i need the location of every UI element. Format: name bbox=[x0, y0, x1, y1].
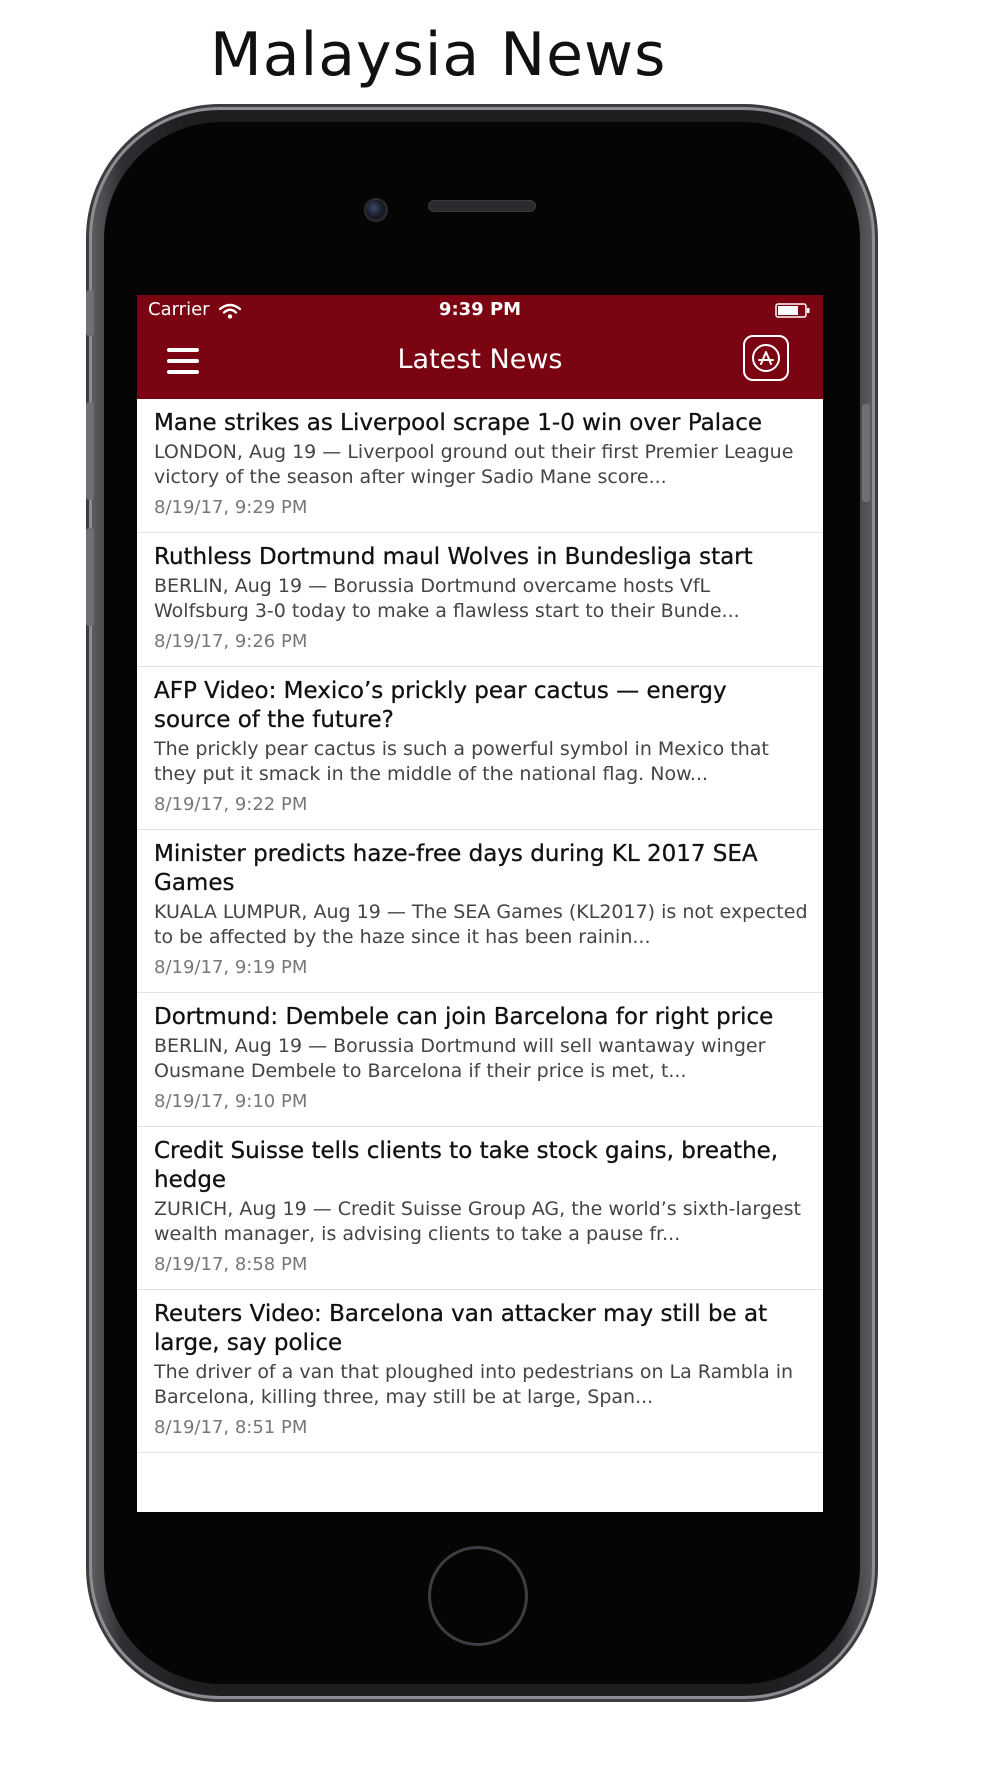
phone-screen bbox=[137, 295, 823, 1512]
status-bar bbox=[137, 295, 823, 325]
news-summary: BERLIN, Aug 19 — Borussia Dortmund will sell wantaway winger Ousmane Dembele to Barcelona if their price is met, t... bbox=[154, 1035, 766, 1082]
news-item[interactable] bbox=[137, 399, 823, 533]
news-item[interactable] bbox=[137, 1127, 823, 1290]
news-headline: Credit Suisse tells clients to take stock gains, breathe, hedge bbox=[154, 1138, 779, 1193]
volume-down-button bbox=[86, 528, 94, 626]
status-time: 9:39 PM bbox=[438, 299, 522, 320]
news-date: 8/19/17, 8:51 PM bbox=[154, 1417, 308, 1438]
news-item[interactable] bbox=[137, 1290, 823, 1453]
news-date: 8/19/17, 8:58 PM bbox=[154, 1254, 308, 1275]
news-date: 8/19/17, 9:22 PM bbox=[154, 794, 308, 815]
news-date: 8/19/17, 9:10 PM bbox=[154, 1091, 308, 1112]
news-date: 8/19/17, 9:19 PM bbox=[154, 957, 308, 978]
news-date: 8/19/17, 9:26 PM bbox=[154, 631, 308, 652]
news-headline: AFP Video: Mexico’s prickly pear cactus — energy source of the future? bbox=[154, 678, 727, 733]
news-item[interactable] bbox=[137, 533, 823, 667]
page-title: Malaysia News bbox=[210, 20, 667, 90]
news-summary: The prickly pear cactus is such a powerful symbol in Mexico that they put it smack in the middle of the national flag. Now... bbox=[154, 738, 769, 785]
news-list bbox=[137, 399, 823, 1453]
app-store-icon[interactable] bbox=[743, 335, 789, 381]
front-camera bbox=[364, 198, 388, 222]
news-item[interactable] bbox=[137, 993, 823, 1127]
news-item[interactable] bbox=[137, 667, 823, 830]
news-summary: LONDON, Aug 19 — Liverpool ground out their first Premier League victory of the season after winger Sadio Mane score... bbox=[154, 441, 794, 488]
nav-bar bbox=[137, 325, 823, 399]
carrier-label: Carrier bbox=[148, 299, 210, 320]
news-headline: Mane strikes as Liverpool scrape 1-0 win over Palace bbox=[154, 410, 763, 436]
news-headline: Dortmund: Dembele can join Barcelona for right price bbox=[154, 1004, 774, 1030]
news-headline: Reuters Video: Barcelona van attacker may still be at large, say police bbox=[154, 1301, 768, 1356]
news-summary: BERLIN, Aug 19 — Borussia Dortmund overcame hosts VfL Wolfsburg 3-0 today to make a flawless start to their Bunde... bbox=[154, 575, 740, 622]
earpiece-speaker bbox=[428, 200, 536, 212]
news-headline: Minister predicts haze-free days during KL 2017 SEA Games bbox=[154, 841, 758, 896]
news-summary: ZURICH, Aug 19 — Credit Suisse Group AG, the world’s sixth-largest wealth manager, is advising clients to take a pause fr... bbox=[154, 1198, 801, 1245]
nav-title: Latest News bbox=[397, 344, 563, 375]
header bbox=[137, 295, 823, 399]
power-button bbox=[862, 404, 870, 502]
home-button[interactable] bbox=[428, 1546, 528, 1646]
volume-up-button bbox=[86, 402, 94, 500]
news-item[interactable] bbox=[137, 830, 823, 993]
news-headline: Ruthless Dortmund maul Wolves in Bundesliga start bbox=[154, 544, 753, 570]
news-date: 8/19/17, 9:29 PM bbox=[154, 497, 308, 518]
battery-icon bbox=[775, 303, 811, 318]
news-summary: The driver of a van that ploughed into pedestrians on La Rambla in Barcelona, killing three, may still be at large, Span... bbox=[154, 1361, 794, 1408]
news-summary: KUALA LUMPUR, Aug 19 — The SEA Games (KL2017) is not expected to be affected by the haze since it has been rainin... bbox=[154, 901, 808, 948]
mute-switch bbox=[86, 290, 94, 336]
